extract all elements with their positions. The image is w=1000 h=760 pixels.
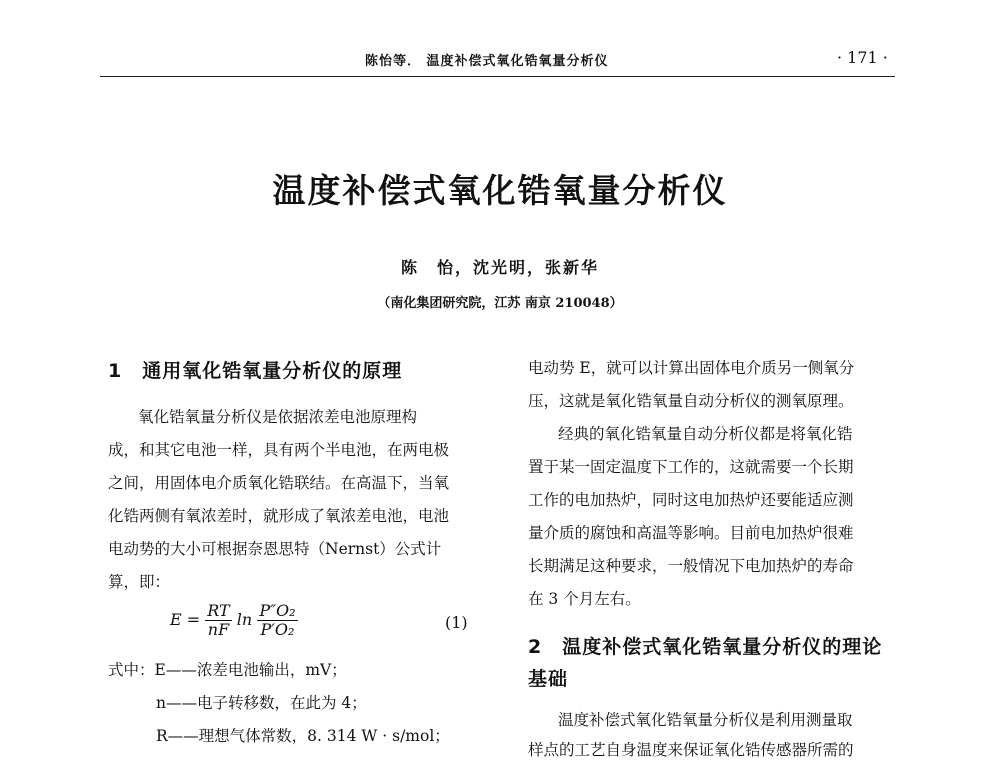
paragraph-line: 温度补偿式氧化锆氧量分析仪是利用测量取 (558, 711, 853, 729)
equation-1 (170, 602, 298, 639)
paragraph-line: 之间，用固体电介质氧化锆联结。在高温下，当氧 (108, 474, 450, 492)
equation-number: (1) (445, 613, 468, 632)
fraction-numerator: RT (207, 601, 230, 620)
fraction-pressure (257, 602, 297, 639)
affiliation: （南化集团研究院，江苏 南京 210048） (377, 296, 623, 311)
section-2-heading: 2 温度补偿式氧化锆氧量分析仪的理论 (528, 636, 883, 658)
fraction-denominator: P′O₂ (260, 620, 295, 639)
fraction-numerator: P″O₂ (259, 601, 296, 620)
paragraph-line: 经典的氧化锆氧量自动分析仪都是将氧化锆 (558, 425, 853, 443)
paragraph-line: 电动势的大小可根据奈恩思特（Nernst）公式计 (108, 540, 442, 558)
fraction-rt-nf (205, 602, 231, 639)
authors: 陈 怡，沈光明，张新华 (400, 258, 599, 277)
paragraph-line: 氧化锆氧量分析仪是依据浓差电池原理构 (138, 408, 418, 426)
fraction-denominator: nF (207, 620, 230, 639)
paragraph-line: 工作的电加热炉，同时这电加热炉还要能适应测 (528, 491, 854, 509)
paragraph-line: 长期满足这种要求，一般情况下电加热炉的寿命 (528, 557, 854, 575)
paragraph-line: 样点的工艺自身温度来保证氧化锆传感器所需的 (528, 741, 854, 759)
page-number: · 171 · (837, 48, 888, 67)
paragraph-line: 电动势 E，就可以计算出固体电介质另一侧氧分 (528, 359, 855, 377)
equation-lhs: E = (170, 610, 201, 629)
paragraph-line: 量介质的腐蚀和高温等影响。目前电加热炉很难 (528, 524, 854, 542)
paragraph-line: 化锆两侧有氧浓差时，就形成了氧浓差电池，电池 (108, 507, 450, 525)
paragraph-line: 成，和其它电池一样，具有两个半电池，在两电极 (108, 441, 450, 459)
header-rule (100, 76, 895, 77)
section-2-heading-cont: 基础 (528, 668, 569, 690)
where-line: n——电子转移数，在此为 4； (156, 694, 367, 712)
where-line: R——理想气体常数，8. 314 W · s/mol； (156, 727, 450, 745)
paragraph-line: 算，即： (108, 573, 171, 591)
paper-title: 温度补偿式氧化锆氧量分析仪 (272, 171, 728, 210)
ln-operator: ln (236, 610, 253, 629)
paragraph-line: 置于某一固定温度下工作的，这就需要一个长期 (528, 458, 854, 476)
section-1-heading: 1 通用氧化锆氧量分析仪的原理 (108, 360, 403, 382)
running-header: 陈怡等． 温度补偿式氧化锆氧量分析仪 (365, 54, 609, 69)
paragraph-line: 在 3 个月左右。 (528, 590, 641, 608)
where-line: 式中：E——浓差电池输出，mV； (108, 661, 347, 679)
paragraph-line: 压，这就是氧化锆氧量自动分析仪的测氧原理。 (528, 392, 854, 410)
